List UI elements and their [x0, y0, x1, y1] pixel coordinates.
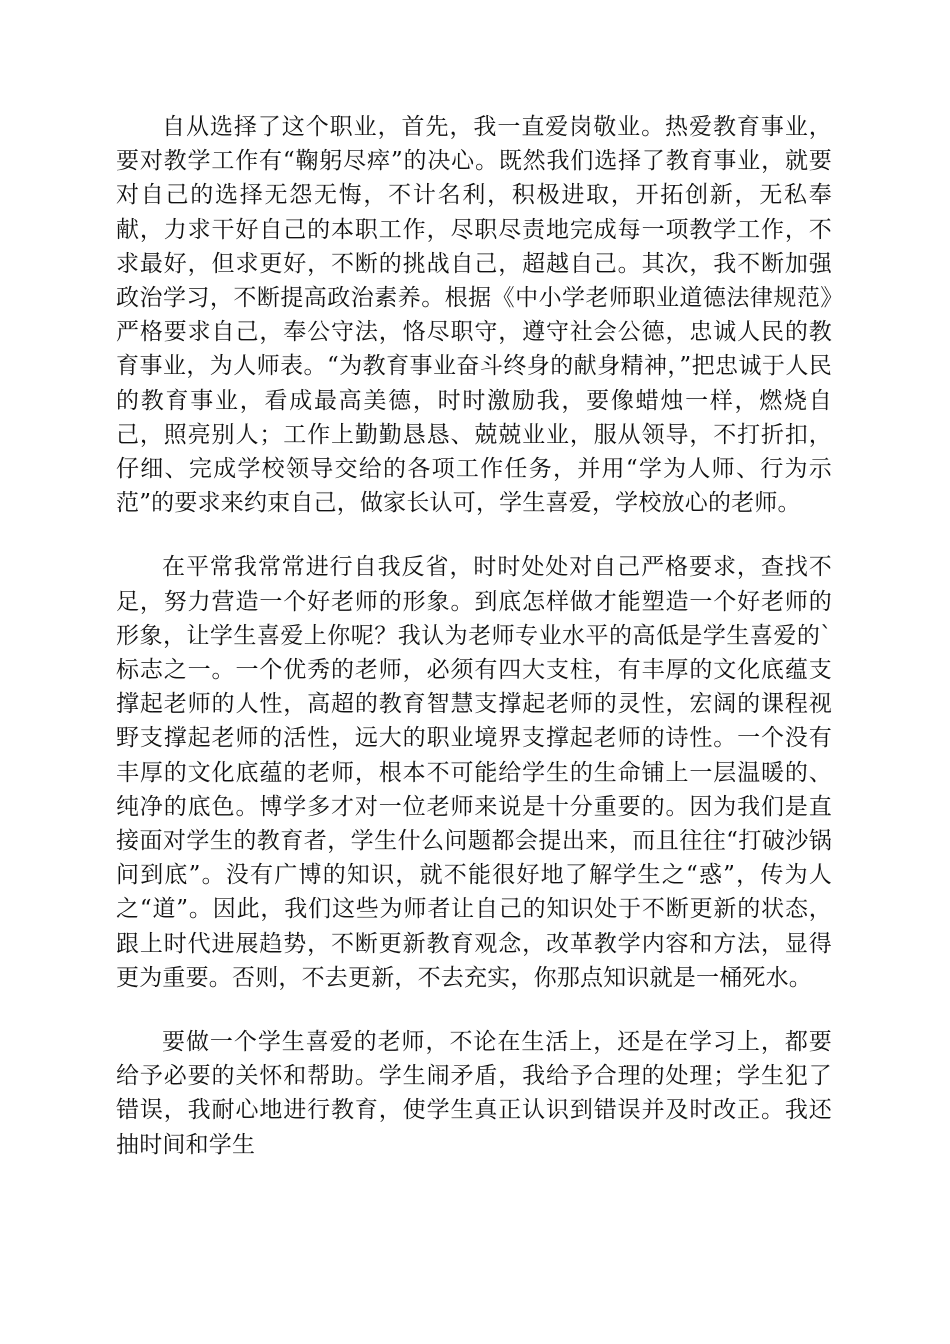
- paragraph-2: 在平常我常常进行自我反省，时时处处对自己严格要求，查找不足，努力营造一个好老师的形象。到底怎样做才能塑造一个好老师的形象，让学生喜爱上你呢？我认为老师专业水平的高低是学生喜爱的`标志之一。一个优秀的老师，必须有四大支柱，有丰厚的文化底蕴支撑起老师的人性，高超的教育智慧支撑起老师的灵性，宏阔的课程视野支撑起老师的活性，远大的职业境界支撑起老师的诗性。一个没有丰厚的文化底蕴的老师，根本不可能给学生的生命铺上一层温暖的、纯净的底色。博学多才对一位老师来说是十分重要的。因为我们是直接面对学生的教育者，学生什么问题都会提出来，而且往往“打破沙锅问到底”。没有广博的知识，就不能很好地了解学生之“惑”，传为人之“道”。因此，我们这些为师者让自己的知识处于不断更新的状态，跟上时代进展趋势，不断更新教育观念，改革教学内容和方法，显得更为重要。否则，不去更新，不去充实，你那点知识就是一桶死水。: [116, 554, 832, 991]
- paragraph-1: 自从选择了这个职业，首先，我一直爱岗敬业。热爱教育事业，要对教学工作有“鞠躬尽瘁”的决心。既然我们选择了教育事业，就要对自己的选择无怨无悔，不计名利，积极进取，开拓创新，无私奉献，力求干好自己的本职工作，尽职尽责地完成每一项教学工作，不求最好，但求更好，不断的挑战自己，超越自己。其次，我不断加强政治学习，不断提高政治素养。根据《中小学老师职业道德法律规范》严格要求自己，奉公守法，恪尽职守，遵守社会公德，忠诚人民的教育事业，为人师表。“为教育事业奋斗终身的献身精神，”把忠诚于人民的教育事业，看成最高美德，时时激励我，要像蜡烛一样，燃烧自己，照亮别人；工作上勤勤恳恳、兢兢业业，服从领导，不打折扣，仔细、完成学校领导交给的各项工作任务，并用“学为人师、行为示范”的要求来约束自己，做家长认可，学生喜爱，学校放心的老师。: [116, 114, 832, 517]
- document-page: [116, 110, 832, 1162]
- paragraph-3: 要做一个学生喜爱的老师，不论在生活上，还是在学习上，都要给予必要的关怀和帮助。学生闹矛盾，我给予合理的处理；学生犯了错误，我耐心地进行教育，使学生真正认识到错误并及时改正。我还抽时间和学生: [116, 1029, 832, 1158]
